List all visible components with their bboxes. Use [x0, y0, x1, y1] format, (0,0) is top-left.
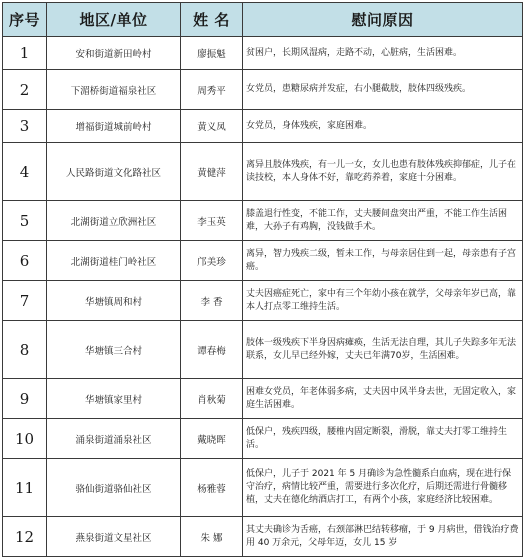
table-row — [3, 241, 523, 281]
table-row — [3, 517, 523, 557]
row-area: 人民路街道文化路社区 — [47, 143, 181, 201]
row-seq: 12 — [3, 517, 47, 557]
row-reason: 离异，智力残疾二级，暂未工作，与母亲居住到一起，母亲患有子宫癌。 — [243, 241, 523, 281]
row-seq: 3 — [3, 110, 47, 143]
row-area: 华塘镇周和村 — [47, 281, 181, 321]
table-row — [3, 143, 523, 201]
header-reason: 慰问原因 — [243, 3, 523, 37]
row-seq: 8 — [3, 321, 47, 379]
row-name: 肖秋菊 — [181, 379, 243, 419]
row-name: 黄健萍 — [181, 143, 243, 201]
row-name: 邝美珍 — [181, 241, 243, 281]
row-area: 涌泉街道涌泉社区 — [47, 419, 181, 459]
header-seq: 序号 — [3, 3, 47, 37]
header-name: 姓 名 — [181, 3, 243, 37]
row-reason: 困难女党员，年老体弱多病，丈夫因中风半身去世，无固定收入，家庭生活困难。 — [243, 379, 523, 419]
row-seq: 11 — [3, 459, 47, 517]
row-reason: 低保户，儿子于 2021 年 5 月确诊为急性髓系白血病，现在进行保守治疗，病情比较严重，需要进行多次化疗，后期还需进行骨髓移植，丈夫在德化纳酒店打工，有两个小孩，家庭经济比较困难。 — [243, 459, 523, 517]
row-name: 黄义凤 — [181, 110, 243, 143]
row-seq: 2 — [3, 70, 47, 110]
row-reason: 女党员，患糖尿病并发症，右小腿截肢，肢体四级残疾。 — [243, 70, 523, 110]
table-row — [3, 37, 523, 70]
row-name: 谭春梅 — [181, 321, 243, 379]
table-row — [3, 321, 523, 379]
row-area: 北湖街道桂门岭社区 — [47, 241, 181, 281]
row-reason: 女党员，身体残疾，家庭困难。 — [243, 110, 523, 143]
row-reason: 其丈夫确诊为舌癌，右颈部淋巴结转移瘤，于 9 月病世，借钱治疗费用 40 万余元，父母年迈，女儿 15 岁 — [243, 517, 523, 557]
row-reason: 贫困户，长期风湿病，走路不动，心脏病，生活困难。 — [243, 37, 523, 70]
row-area: 骆仙街道骆仙社区 — [47, 459, 181, 517]
row-seq: 7 — [3, 281, 47, 321]
row-area: 增福街道城前岭村 — [47, 110, 181, 143]
row-name: 戴晓晖 — [181, 419, 243, 459]
row-area: 北湖街道立欣洲社区 — [47, 201, 181, 241]
table-row — [3, 379, 523, 419]
row-seq: 1 — [3, 37, 47, 70]
table-row — [3, 201, 523, 241]
row-seq: 6 — [3, 241, 47, 281]
table-row — [3, 110, 523, 143]
row-seq: 5 — [3, 201, 47, 241]
row-name: 李玉英 — [181, 201, 243, 241]
row-seq: 10 — [3, 419, 47, 459]
row-name: 周秀平 — [181, 70, 243, 110]
row-area: 燕泉街道文星社区 — [47, 517, 181, 557]
row-area: 安和街道新田岭村 — [47, 37, 181, 70]
row-seq: 9 — [3, 379, 47, 419]
row-reason: 肢体一级残疾下半身因病瘫痪，生活无法自理，其儿子失踪多年无法联系，女儿早已经外嫁，丈夫已年满70岁，生活困难。 — [243, 321, 523, 379]
row-reason: 离异且肢体残疾，有一儿一女，女儿也患有肢体残疾抑郁症，儿子在读技校，本人身体不好，靠吃药养着，家庭十分困难。 — [243, 143, 523, 201]
row-name: 杨雅蓉 — [181, 459, 243, 517]
row-name: 朱 娜 — [181, 517, 243, 557]
table-row — [3, 419, 523, 459]
row-reason: 膝盖退行性变，不能工作，丈夫腰间盘突出严重，不能工作生活困难，大孙子有鸡胸，没钱做手术。 — [243, 201, 523, 241]
row-area: 华塘镇三合村 — [47, 321, 181, 379]
row-reason: 丈夫因癌症死亡，家中有三个年幼小孩在就学，父母亲年岁已高，靠本人打点零工维持生活。 — [243, 281, 523, 321]
header-row — [3, 3, 523, 37]
row-area: 下湄桥街道福泉社区 — [47, 70, 181, 110]
row-name: 李 香 — [181, 281, 243, 321]
row-name: 廖振魁 — [181, 37, 243, 70]
relief-table — [2, 2, 523, 557]
table-row — [3, 70, 523, 110]
table-row — [3, 281, 523, 321]
row-area: 华塘镇家里村 — [47, 379, 181, 419]
row-reason: 低保户，残疾四级，腰椎内固定断裂，滑脱，靠丈夫打零工维持生活。 — [243, 419, 523, 459]
header-area: 地区/单位 — [47, 3, 181, 37]
row-seq: 4 — [3, 143, 47, 201]
table-row — [3, 459, 523, 517]
